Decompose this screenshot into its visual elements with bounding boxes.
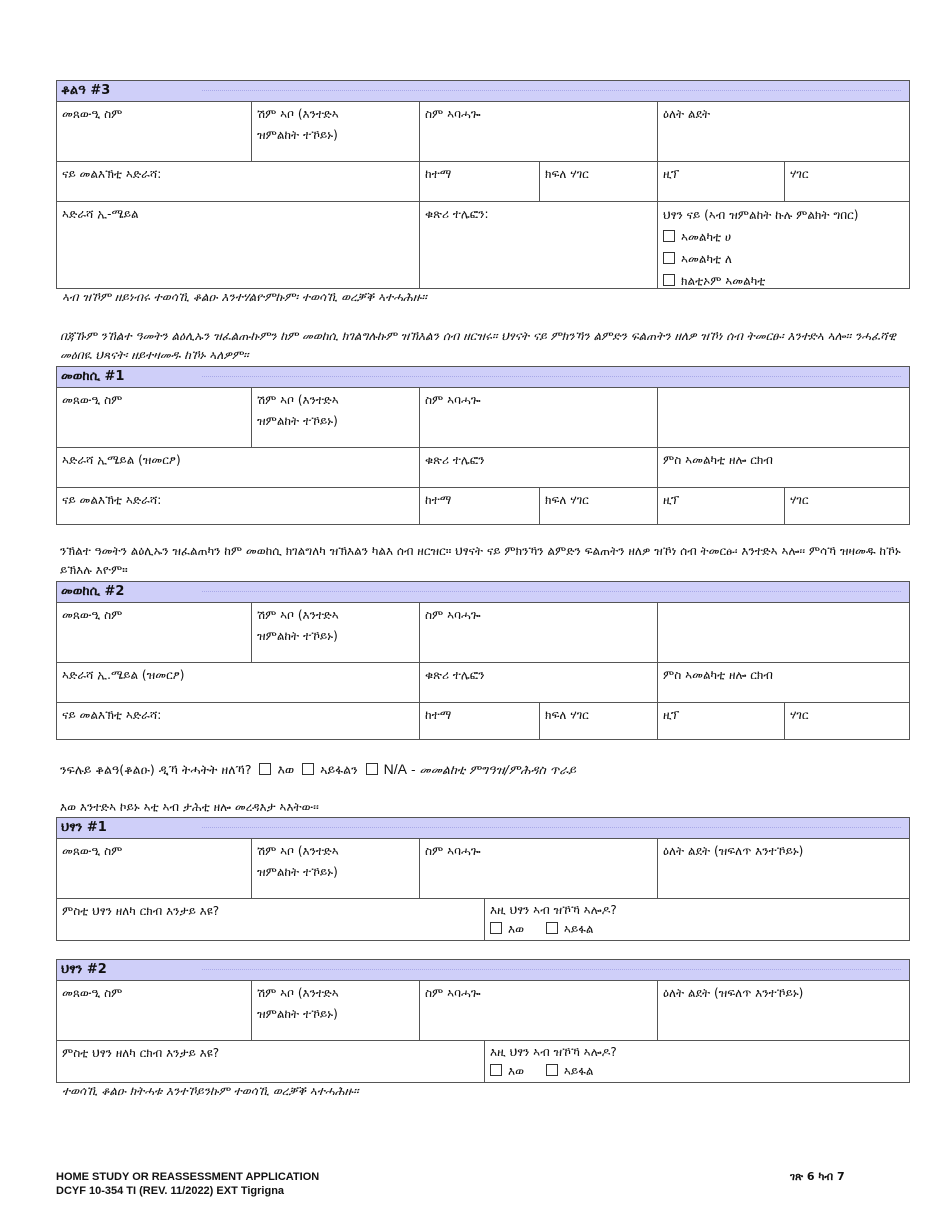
child2-first-name[interactable]: ስም ኣባሓጐ [420,981,658,1040]
reference2-intro: ንኽልተ ዓመትን ልዕሊኡን ዝፈልጠካን ከም መወከሲ ክገልግለካ ዝኽእልን ካልእ ሰብ ዘርዝር። ህፃናት ናይ ምክንኻን ልምድን ፍልጠትን ዘለዎ ዝኾነ ሰብ ትመርፁ፡ እንተድኣ ኣሎ፡፡ ምሳኻ ዝዛመዱ ከኾኑ ይኽእሉ እዮም። [60,544,901,577]
child2-last-name[interactable]: መጸውዒ ስም [57,981,252,1040]
checkbox-icon[interactable] [663,230,675,242]
child3-dob[interactable]: ዕለት ልደት [663,107,711,121]
child3-email[interactable]: ኣድራሻ ኢ-ሜይል [57,202,420,288]
child3-note: ኣብ ዝኾም ዘይነብሩ ተወሳኺ ቆልዑ እንተሃልዮምኩም፡ ተወሳኺ ወረቓቕ ኣተሓሕዙ። [62,290,427,304]
ref1-last-name[interactable]: መጸውዒ ስም [57,388,252,447]
child3-table [56,80,910,289]
ref2-relationship[interactable]: ምስ ኣመልካቲ ዘሎ ርክብ [663,668,773,682]
ref1-extra[interactable] [658,388,910,447]
no-checkbox[interactable] [302,763,314,775]
ref1-middle-initial[interactable]: ሽም ኣቦ (እንተድኣ ዝምልከት ተኾይኑ) [252,388,420,447]
ref2-city[interactable]: ከተማ [420,703,540,740]
child1-relationship[interactable]: ምስቲ ህፃን ዘለካ ርክብ እንታይ እዩ? [57,899,485,941]
yes-checkbox[interactable] [490,922,502,934]
ref1-country[interactable]: ሃገር [790,493,809,507]
child2-relationship[interactable]: ምስቲ ህፃን ዘለካ ርክብ እንታይ እዩ? [57,1041,485,1083]
child1-first-name[interactable]: ስም ኣባሓጐ [420,839,658,898]
specific-child-question: ንፍሉይ ቆልዓ(ቆልዑ) ዲኻ ትሓትት ዘለኻ? እወ ኣይፋልን N/A - መመልከቲ ምግዓዝ/ምሕዳስ ጥራይ [60,761,576,777]
child1-last-name[interactable]: መጸውዒ ስም [57,839,252,898]
yes-checkbox[interactable] [259,763,271,775]
yes-checkbox[interactable] [490,1064,502,1076]
ref1-phone[interactable]: ቁጽሪ ተሌፎን [420,448,658,487]
ref2-country[interactable]: ሃገር [790,708,809,722]
no-checkbox[interactable] [546,922,558,934]
child2-in-home: እዚ ህፃን ኣብ ዝኾኻ ኣሎዶ? እወ ኣይፋል [490,1045,617,1078]
ref1-city[interactable]: ከተማ [420,488,540,525]
checkbox-icon[interactable] [663,274,675,286]
ref2-first-name[interactable]: ስም ኣባሓጐ [420,603,658,662]
child1-middle-initial[interactable]: ሽም ኣቦ (እንተድኣ ዝምልከት ተኾይኑ) [252,839,420,898]
references-intro: በጃኹም ንኸልተ ዓመትን ልዕሊኡን ዝፈልጡኩምን ከም መወከሲ ክገልግሉኩም ዝኽእልን ሰብ ዘርዝሩ። ህፃናት ናይ ምክንኻን ልምድን ፍልጠትን ዘለዎ ዝኾነ ሰብ ትመርፁ፡ እንተድኣ ኣሎ፡፡ ንሓፈሻዊ መዕበዪ ህጻናት፡ ዘይተዛመዱ ከኾኑ ኣለዎም። [60,329,896,362]
page-number: ገጽ 6 ካብ 7 [790,1170,845,1183]
ref2-extra[interactable] [658,603,910,662]
ref1-relationship[interactable]: ምስ ኣመልካቲ ዘሎ ርክብ [663,453,773,467]
ref2-zip[interactable]: ዚፕ [658,703,785,740]
ref2-email[interactable]: ኣድራሻ ኢ.ሜይል (ዝመርፆ) [57,663,420,702]
child2-header: ህፃን #2 [57,960,909,981]
ref1-county[interactable]: ክፍለ ሃገር [540,488,658,525]
child3-country[interactable]: ሃገር [790,167,809,181]
child2-middle-initial[interactable]: ሽም ኣቦ (እንተድኣ ዝምልከት ተኾይኑ) [252,981,420,1040]
child3-option-b[interactable]: ኣመልካቲ ለ [663,248,905,270]
child2-note: ተወሳኺ ቆልዑ ክትሓቱ እንተኾይንኩም ተወሳኺ ወረቓቕ ኣተሓሕዙ። [62,1084,359,1098]
child3-phone[interactable]: ቁጽሪ ተሌፎን: [420,202,658,288]
child1-header: ህፃን #1 [57,818,909,839]
child3-title: ቆልዓ #3 [61,83,111,98]
na-checkbox[interactable] [366,763,378,775]
child1-table [56,817,910,941]
no-checkbox[interactable] [546,1064,558,1076]
child1-dob[interactable]: ዕለት ልደት (ዝፍለጥ እንተኾይኑ) [663,844,804,858]
ref2-last-name[interactable]: መጸውዒ ስም [57,603,252,662]
reference2-header: መወከሲ #2 [57,582,909,603]
ref2-county[interactable]: ክፍለ ሃገር [540,703,658,740]
child1-in-home: እዚ ህፃን ኣብ ዝኾኻ ኣሎዶ? እወ ኣይፋል [490,903,617,936]
child3-header [57,81,909,102]
footer-form-id: HOME STUDY OR REASSESSMENT APPLICATION DCYF 10-354 TI (REV. 11/2022) EXT Tigrigna [56,1171,320,1197]
child3-zip[interactable]: ዚፕ [658,162,785,201]
child3-option-a[interactable]: ኣመልካቲ ሀ [663,226,905,248]
checkbox-icon[interactable] [663,252,675,264]
reference1-table [56,366,910,525]
child3-city[interactable]: ከተማ [420,162,540,201]
ref2-address[interactable]: ናይ መልእኽቲ ኣድራሻ: [57,703,420,740]
child2-table [56,959,910,1083]
ref1-address[interactable]: ናይ መልእኽቲ ኣድራሻ: [57,488,420,525]
child3-first-name[interactable]: ስም ኣባሓጐ [420,102,658,161]
reference2-table [56,581,910,740]
child3-last-name[interactable]: መጸውዒ ስም [57,102,252,161]
if-yes-instruction: እወ እንተድኣ ኮይኑ ኣቲ ኣብ ታሕቲ ዘሎ መረዳእታ ኣእትው፡፡ [60,800,319,814]
ref1-zip[interactable]: ዚፕ [658,488,785,525]
child3-middle-initial[interactable]: ሽም ኣቦ (እንተድኣ ዝምልከት ተኾይኑ) [252,102,420,161]
child3-belongs-to: ህፃን ናይ (ኣብ ዝምልከት ኩሉ ምልክት ግበር) ኣመልካቲ ሀ ኣመልካቲ ለ ክልቲኦም ኣመልካቲ [658,202,910,288]
ref1-email[interactable]: ኣድራሻ ኢሜይል (ዝመርፆ) [57,448,420,487]
ref2-phone[interactable]: ቁጽሪ ተሌፎን [420,663,658,702]
child3-address[interactable]: ናይ መልእኽቲ ኣድራሻ: [57,162,420,201]
child3-option-both[interactable]: ክልቲኦም ኣመልካቲ [663,270,905,292]
child3-county[interactable]: ክፍለ ሃገር [540,162,658,201]
child2-dob[interactable]: ዕለት ልደት (ዝፍለጥ እንተኾይኑ) [663,986,804,1000]
reference1-header: መወከሲ #1 [57,367,909,388]
ref1-first-name[interactable]: ስም ኣባሓጐ [420,388,658,447]
ref2-middle-initial[interactable]: ሽም ኣቦ (እንተድኣ ዝምልከት ተኾይኑ) [252,603,420,662]
